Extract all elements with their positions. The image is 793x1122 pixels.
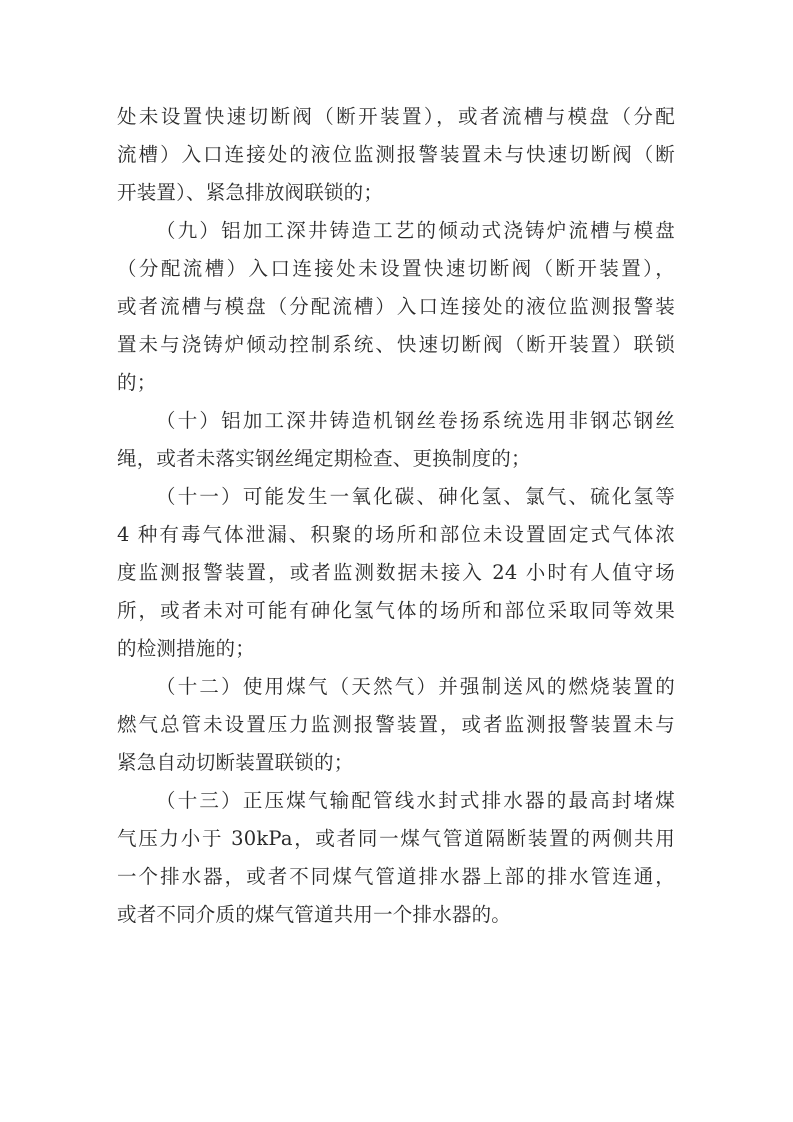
document-page [117,98,675,934]
text-line: 置未与浇铸炉倾动控制系统、快速切断阀（断开装置）联锁 [117,333,675,356]
text-line: 度监测报警装置，或者监测数据未接入 24 小时有人值守场 [117,561,675,584]
paragraph-item-9 [117,212,675,402]
text-line: 流槽）入口连接处的液位监测报警装置未与快速切断阀（断 [117,143,675,166]
text-line: 气压力小于 30kPa，或者同一煤气管道隔断装置的两侧共用 [117,827,675,850]
text-line: 一个排水器，或者不同煤气管道排水器上部的排水管连通， [117,865,675,888]
text-line: 的； [117,371,157,394]
paragraph-item-12 [117,668,675,782]
text-line: 紧急自动切断装置联锁的； [117,751,354,774]
text-line: 4 种有毒气体泄漏、积聚的场所和部位未设置固定式气体浓 [117,523,675,546]
paragraph-item-13 [117,782,675,934]
text-line: 开装置）、紧急排放阀联锁的； [117,181,384,204]
text-line: （十二）使用煤气（天然气）并强制送风的燃烧装置的 [156,675,675,698]
paragraph-item-11 [117,478,675,668]
text-line: 绳，或者未落实钢丝绳定期检查、更换制度的； [117,447,531,470]
text-line: （分配流槽）入口连接处未设置快速切断阀（断开装置）， [117,257,675,280]
text-line: 燃气总管未设置压力监测报警装置，或者监测报警装置未与 [117,713,675,736]
text-line: 处未设置快速切断阀（断开装置），或者流槽与模盘（分配 [117,105,675,128]
text-line: 或者流槽与模盘（分配流槽）入口连接处的液位监测报警装 [117,295,675,318]
paragraph-item-10 [117,402,675,478]
text-line: 或者不同介质的煤气管道共用一个排水器的。 [117,903,512,926]
text-line: （十一）可能发生一氧化碳、砷化氢、氯气、硫化氢等 [156,485,675,508]
text-line: （九）铝加工深井铸造工艺的倾动式浇铸炉流槽与模盘 [156,219,675,242]
paragraph-item-8-continued [117,98,675,212]
text-line: 的检测措施的； [117,637,255,660]
text-line: （十三）正压煤气输配管线水封式排水器的最高封堵煤 [156,789,675,812]
text-line: 所，或者未对可能有砷化氢气体的场所和部位采取同等效果 [117,599,675,622]
text-line: （十）铝加工深井铸造机钢丝卷扬系统选用非钢芯钢丝 [156,409,675,432]
